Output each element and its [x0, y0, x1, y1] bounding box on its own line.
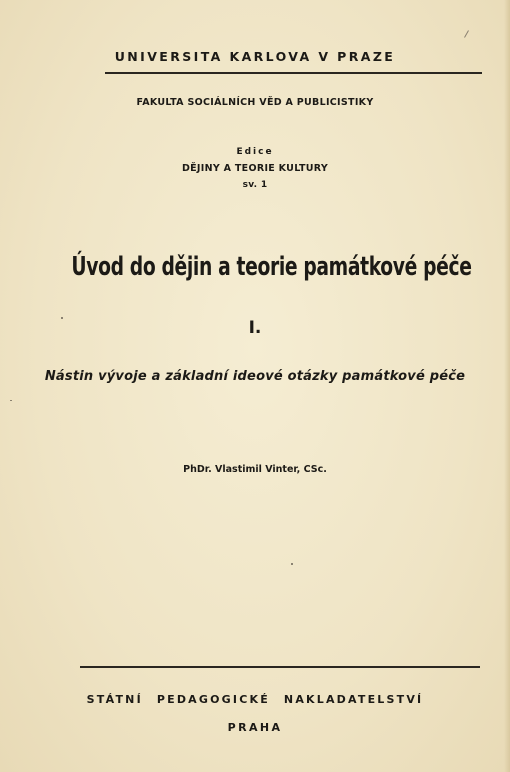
paper-speck	[10, 400, 12, 401]
publisher-name	[0, 693, 510, 706]
publisher-word: STÁTNÍ	[86, 693, 143, 706]
page-edge-shadow	[504, 0, 510, 772]
faculty-name: FAKULTA SOCIÁLNÍCH VĚD A PUBLICISTIKY	[136, 97, 374, 108]
part-number: I.	[248, 318, 262, 338]
author-name: PhDr. Vlastimil Vinter, CSc.	[183, 464, 327, 475]
paper-speck	[61, 317, 63, 319]
bottom-rule	[80, 666, 480, 668]
series-volume: sv. 1	[242, 180, 268, 190]
paper-speck	[464, 30, 469, 37]
publisher-word: PEDAGOGICKÉ	[156, 693, 270, 706]
publisher-city: PRAHA	[227, 721, 283, 734]
paper-speck	[291, 563, 293, 565]
series-name: DĚJINY A TEORIE KULTURY	[181, 163, 329, 174]
edition-label: Edice	[236, 147, 274, 157]
book-subtitle: Nástin vývoje a základní ideové otázky památkové péče	[44, 369, 466, 384]
university-heading: UNIVERSITA KARLOVA V PRAZE	[114, 49, 396, 64]
top-rule	[105, 72, 482, 74]
book-title: Úvod do dějin a teorie památkové péče	[71, 252, 472, 282]
publisher-word: NAKLADATELSTVÍ	[283, 693, 424, 706]
